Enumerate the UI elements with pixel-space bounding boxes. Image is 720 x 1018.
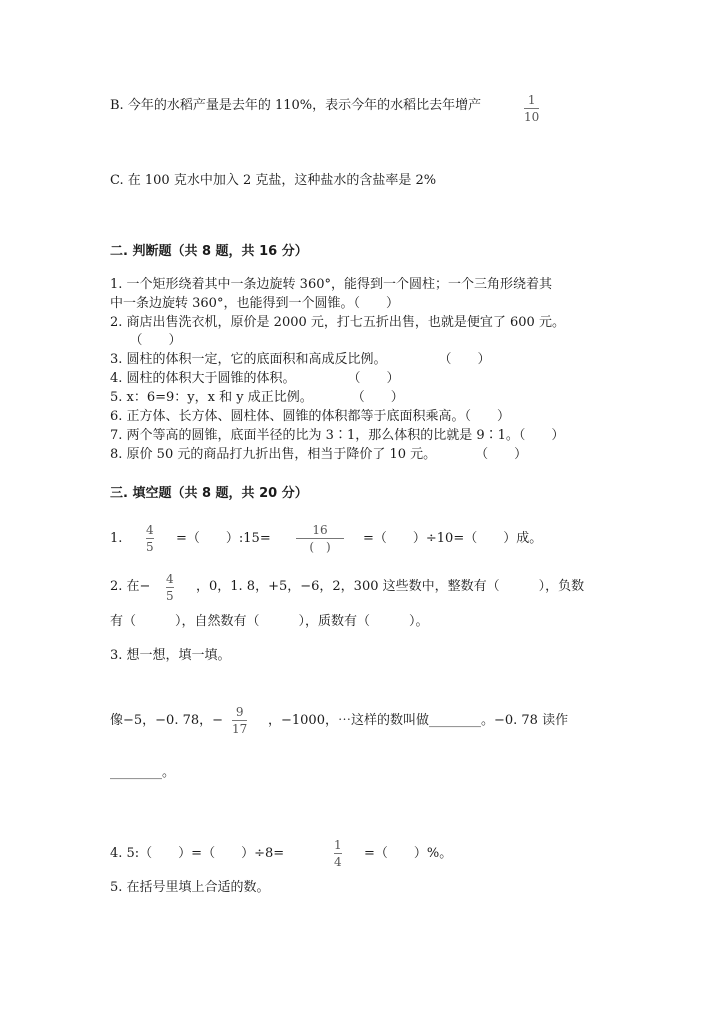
q3-segment-2: ，−1000，⋯这样的数叫做________。−0. 78 读作 [268,713,569,728]
fraction-denominator: ( ) [309,540,331,554]
fraction-bar [296,538,344,539]
fraction-numerator: 1 [527,93,536,107]
q3-segment-1: 像−5，−0. 78，− [110,713,224,728]
fraction-denominator: 17 [232,722,248,736]
q3-fraction [232,705,247,736]
judge-line: 5. x：6=9：y，x 和 y 成正比例。 （ ） [110,390,404,405]
q2-line-2: 有（ ），自然数有（ ），质数有（ ）。 [110,614,429,629]
judge-line: 中一条边旋转 360°，也能得到一个圆锥。（ ） [110,296,399,311]
q1-segment-1: =（ ）:15= [176,531,271,546]
q1-fraction-1 [146,523,154,554]
q3-line-3: ________。 [110,765,176,780]
choice-c-text: C. 在 100 克水中加入 2 克盐，这种盐水的含盐率是 2% [110,173,437,188]
fraction-numerator: 4 [166,572,174,586]
section-2-title: 二. 判断题（共 8 题，共 16 分） [110,244,308,259]
judge-line: 3. 圆柱的体积一定，它的底面积和高成反比例。 （ ） [110,352,491,367]
judge-line: 8. 原价 50 元的商品打九折出售，相当于降价了 10 元。 （ ） [110,447,528,462]
q2-fraction [166,572,174,603]
fraction-numerator: 16 [312,523,328,537]
section-3-title: 三. 填空题（共 8 题，共 20 分） [110,486,308,501]
judge-line: 6. 正方体、长方体、圆柱体、圆锥的体积都等于底面积乘高。（ ） [110,409,511,424]
choice-b-text: B. 今年的水稻产量是去年的 110%，表示今年的水稻比去年增产 [110,98,482,113]
fraction-denominator: 4 [334,855,342,869]
judge-line: 2. 商店出售洗衣机，原价是 2000 元，打七五折出售，也就是便宜了 600 元。 [110,315,565,330]
q1-fraction-2 [296,523,344,554]
fraction-bar [166,587,174,588]
q1-segment-2: =（ ）÷10=（ ）成。 [363,531,543,546]
q2-segment-2: ，0，1. 8，+5，−6，2，300 这些数中，整数有（ ），负数 [196,579,585,594]
q4-segment-2: =（ ）%。 [364,846,453,861]
fraction-bar [334,853,342,854]
fraction-numerator: 4 [146,523,154,537]
judge-line: 1. 一个矩形绕着其中一条边旋转 360°，能得到一个圆柱；一个三角形绕着其 [110,277,552,292]
fraction-numerator: 9 [235,705,244,719]
fraction-denominator: 5 [146,540,154,554]
fraction-numerator: 1 [334,838,342,852]
q4-segment-1: 4. 5:（ ）=（ ）÷8= [110,846,285,861]
q1-label: 1. [110,531,123,546]
q2-segment-1: 2. 在− [110,579,151,594]
judge-line: 7. 两个等高的圆锥，底面半径的比为 3∶1，那么体积的比就是 9∶1。（ ） [110,428,565,443]
fraction-bar [524,108,539,109]
fraction-bar [232,720,247,721]
fraction-denominator: 10 [524,110,540,124]
q3-line-1: 3. 想一想，填一填。 [110,648,231,663]
judge-line: 4. 圆柱的体积大于圆锥的体积。 （ ） [110,371,400,386]
judge-line: （ ） [110,333,182,348]
q4-fraction [334,838,342,869]
choice-b-fraction [524,93,539,124]
q5-line-1: 5. 在括号里填上合适的数。 [110,880,270,895]
fraction-denominator: 5 [166,589,174,603]
fraction-bar [146,538,154,539]
